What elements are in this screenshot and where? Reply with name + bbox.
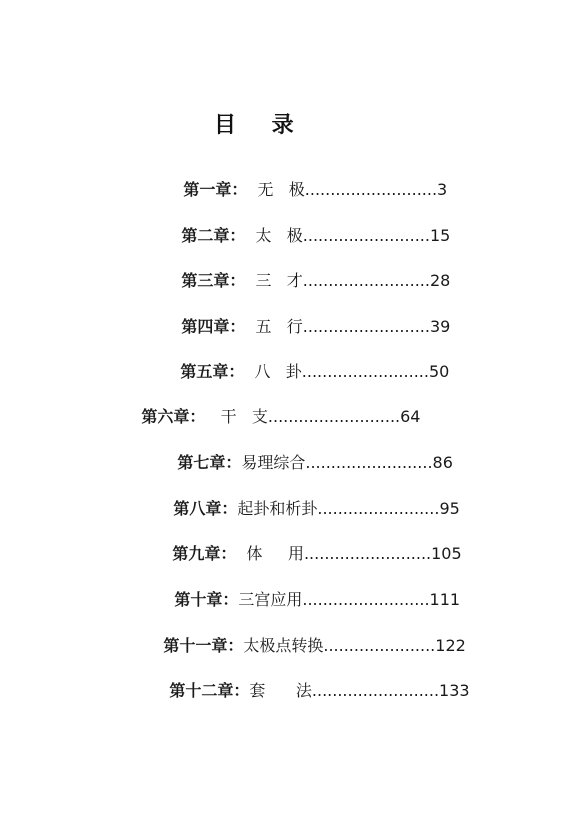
chapter-topic: 起卦和析卦 bbox=[237, 499, 318, 518]
chapter-topic: 干 支 bbox=[205, 407, 268, 426]
page-number: 122 bbox=[435, 636, 466, 655]
page-number: 105 bbox=[431, 544, 462, 563]
leader-dots: ...................... bbox=[323, 636, 436, 655]
page-number: 111 bbox=[429, 590, 461, 609]
page-number: 133 bbox=[439, 681, 470, 700]
page-number: 39 bbox=[429, 317, 451, 336]
chapter-number: 第三章： bbox=[181, 271, 246, 290]
page-number: 64 bbox=[400, 407, 421, 426]
leader-dots: .......................... bbox=[304, 180, 438, 199]
chapter-number: 第六章： bbox=[141, 407, 206, 426]
leader-dots: ......................... bbox=[302, 226, 430, 245]
chapter-topic: 三宫应用 bbox=[238, 590, 303, 609]
chapter-number: 第九章： bbox=[172, 544, 237, 563]
leader-dots: ......................... bbox=[303, 544, 432, 563]
page-number: 86 bbox=[432, 453, 453, 472]
leader-dots: ......................... bbox=[302, 271, 430, 290]
chapter-number: 第二章： bbox=[181, 226, 246, 245]
leader-dots: ........................ bbox=[317, 499, 440, 518]
leader-dots: ......................... bbox=[305, 453, 433, 472]
page-number: 95 bbox=[439, 499, 460, 518]
chapter-topic: 无 极 bbox=[247, 180, 305, 199]
chapter-topic: 太 极 bbox=[245, 226, 303, 245]
page-number: 15 bbox=[429, 226, 451, 245]
chapter-number: 第五章： bbox=[180, 362, 245, 381]
chapter-topic: 三 才 bbox=[245, 271, 303, 290]
chapter-topic: 套 法 bbox=[249, 681, 312, 700]
chapter-number: 第十章： bbox=[174, 590, 239, 609]
chapter-number: 第八章： bbox=[173, 499, 238, 518]
chapter-topic: 五 行 bbox=[245, 317, 303, 336]
chapter-topic: 体 用 bbox=[236, 544, 304, 563]
leader-dots: ......................... bbox=[302, 317, 430, 336]
chapter-topic: 易理综合 bbox=[241, 453, 306, 472]
leader-dots: ......................... bbox=[301, 362, 429, 381]
page-title: 目 录 bbox=[214, 113, 295, 138]
chapter-number: 第一章： bbox=[183, 180, 248, 199]
page-number: 50 bbox=[428, 362, 450, 381]
chapter-number: 第四章： bbox=[181, 317, 246, 336]
chapter-topic: 太极点转换 bbox=[243, 636, 324, 655]
page-number: 28 bbox=[429, 271, 451, 290]
chapter-number: 第十一章： bbox=[163, 636, 244, 655]
leader-dots: ......................... bbox=[302, 590, 430, 609]
leader-dots: .......................... bbox=[267, 407, 401, 426]
chapter-number: 第七章： bbox=[177, 453, 242, 472]
leader-dots: ......................... bbox=[311, 681, 440, 700]
chapter-topic: 八 卦 bbox=[244, 362, 302, 381]
toc-entry bbox=[149, 661, 470, 721]
page-number: 3 bbox=[437, 180, 448, 199]
chapter-number: 第十二章： bbox=[169, 681, 250, 700]
